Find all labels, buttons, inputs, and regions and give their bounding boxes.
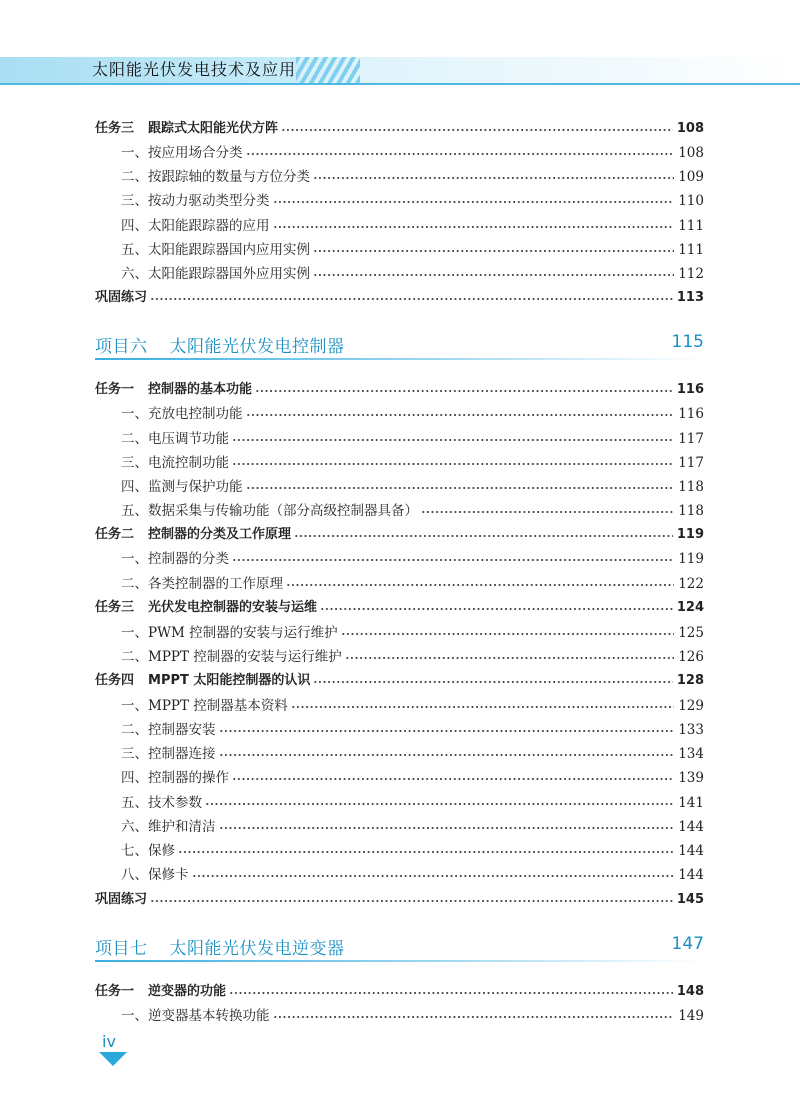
entry-title: [95, 287, 147, 309]
project-name: 太阳能光伏发电逆变器: [169, 939, 345, 959]
toc-review-entry[interactable]: [95, 287, 704, 309]
toc-task-entry[interactable]: [95, 379, 704, 401]
project-rule: [95, 960, 704, 962]
dot-leader: [178, 847, 674, 857]
toc-section-entry[interactable]: [121, 792, 704, 814]
entry-title: [121, 476, 243, 498]
toc-section-entry[interactable]: [121, 646, 704, 668]
toc-section-entry[interactable]: [121, 767, 704, 789]
entry-page: 122: [678, 576, 704, 592]
entry-text: 控制器的基本功能: [148, 382, 253, 397]
header-stripes: [296, 57, 360, 83]
entry-page: 126: [678, 649, 704, 665]
dot-leader: [150, 294, 673, 304]
entry-title: [121, 840, 175, 862]
entry-text: 四、太阳能跟踪器的应用: [121, 218, 270, 234]
entry-text: 五、数据采集与传输功能（部分高级控制器具备）: [121, 503, 418, 519]
dot-leader: [232, 435, 674, 445]
dot-leader: [255, 386, 673, 396]
entry-page: 110: [678, 193, 704, 209]
entry-title: [121, 622, 338, 644]
entry-text: 八、保修卡: [121, 867, 189, 883]
entry-page: 141: [678, 795, 704, 811]
entry-page: 117: [678, 455, 704, 471]
toc-section-entry[interactable]: [121, 500, 704, 522]
dot-leader: [421, 507, 674, 517]
entry-title: [95, 597, 317, 619]
entry-title: [121, 767, 229, 789]
dot-leader: [246, 149, 675, 159]
project-number: 项目六: [95, 337, 148, 357]
toc-section-entry[interactable]: [121, 695, 704, 717]
entry-page: 144: [678, 819, 704, 835]
toc-section-entry[interactable]: [121, 622, 704, 644]
toc-section-entry[interactable]: [121, 816, 704, 838]
dot-leader: [281, 125, 673, 135]
entry-page: 124: [676, 600, 704, 615]
entry-text: 三、电流控制功能: [121, 455, 229, 471]
entry-title: [121, 719, 216, 741]
entry-page: 134: [678, 746, 704, 762]
entry-text: 三、按动力驱动类型分类: [121, 193, 270, 209]
dot-leader: [150, 896, 673, 906]
dot-leader: [341, 629, 675, 639]
task-number: 任务一: [95, 984, 135, 999]
dot-leader: [246, 410, 675, 420]
entry-text: 一、充放电控制功能: [121, 406, 243, 422]
task-number: 任务一: [95, 382, 135, 397]
book-title: 太阳能光伏发电技术及应用: [92, 60, 297, 79]
entry-title: [95, 379, 252, 401]
project-page: 115: [671, 332, 704, 352]
entry-page: 108: [676, 121, 704, 136]
entry-page: 109: [678, 169, 704, 185]
entry-text: 五、太阳能跟踪器国内应用实例: [121, 242, 310, 258]
entry-page: 148: [676, 984, 704, 999]
dot-leader: [294, 531, 673, 541]
dot-leader: [229, 988, 673, 998]
entry-page: 111: [678, 218, 704, 234]
toc-section-entry[interactable]: [121, 142, 704, 164]
dot-leader: [286, 580, 674, 590]
dot-leader: [232, 774, 674, 784]
entry-title: [95, 524, 291, 546]
toc-task-entry[interactable]: [95, 597, 704, 619]
entry-title: [121, 816, 216, 838]
dot-leader: [313, 173, 674, 183]
toc-task-entry[interactable]: [95, 118, 704, 140]
entry-title: [95, 981, 226, 1003]
toc-section-entry[interactable]: [121, 239, 704, 261]
entry-page: 113: [676, 290, 704, 305]
dot-leader: [273, 197, 675, 207]
entry-page: 116: [676, 382, 704, 397]
entry-page: 149: [678, 1008, 704, 1024]
entry-text: 光伏发电控制器的安装与运维: [148, 600, 318, 615]
toc-section-entry[interactable]: [121, 719, 704, 741]
dot-leader: [273, 222, 675, 232]
task-number: 任务二: [95, 527, 135, 542]
entry-title: [121, 428, 229, 450]
entry-title: [121, 792, 202, 814]
dot-leader: [246, 483, 675, 493]
toc-task-entry[interactable]: [95, 670, 704, 692]
entry-text: 六、维护和清洁: [121, 819, 216, 835]
toc-section-entry[interactable]: [121, 548, 704, 570]
toc-section-entry[interactable]: [121, 864, 704, 886]
dot-leader: [232, 555, 674, 565]
page-number: iv: [102, 1032, 116, 1051]
entry-page: 119: [676, 527, 704, 542]
entry-page: 145: [676, 892, 704, 907]
project-title: [95, 934, 345, 959]
project-heading[interactable]: [95, 330, 704, 360]
toc-task-entry[interactable]: [95, 524, 704, 546]
dot-leader: [205, 799, 674, 809]
toc-review-entry[interactable]: [95, 889, 704, 911]
toc-section-entry[interactable]: [121, 263, 704, 285]
toc-section-entry[interactable]: [121, 403, 704, 425]
toc-task-entry[interactable]: [95, 981, 704, 1003]
entry-text: 控制器的分类及工作原理: [148, 527, 292, 542]
entry-text: 二、各类控制器的工作原理: [121, 576, 283, 592]
entry-page: 117: [678, 431, 704, 447]
task-number: 任务三: [95, 121, 135, 136]
entry-text: 二、电压调节功能: [121, 431, 229, 447]
entry-text: MPPT 太阳能控制器的认识: [148, 673, 311, 688]
toc-section-entry[interactable]: [121, 573, 704, 595]
project-title: [95, 332, 345, 357]
toc-section-entry[interactable]: [121, 1005, 704, 1027]
entry-text: 五、技术参数: [121, 795, 202, 811]
entry-text: 六、太阳能跟踪器国外应用实例: [121, 266, 310, 282]
entry-title: [121, 239, 310, 261]
entry-title: [121, 166, 310, 188]
dot-leader: [313, 246, 674, 256]
entry-title: [95, 670, 310, 692]
dot-leader: [219, 726, 675, 736]
entry-text: 一、按应用场合分类: [121, 145, 243, 161]
toc-section-entry[interactable]: [121, 476, 704, 498]
entry-page: 108: [678, 145, 704, 161]
toc-section-entry[interactable]: [121, 743, 704, 765]
dot-leader: [313, 270, 674, 280]
entry-text: 三、控制器连接: [121, 746, 216, 762]
entry-page: 144: [678, 867, 704, 883]
dot-leader: [345, 653, 674, 663]
entry-title: [121, 646, 342, 668]
task-number: 任务四: [95, 673, 135, 688]
entry-text: 巩固练习: [95, 290, 148, 305]
task-number: 任务三: [95, 600, 135, 615]
entry-text: 跟踪式太阳能光伏方阵: [148, 121, 279, 136]
toc-section-entry[interactable]: [121, 452, 704, 474]
entry-page: 129: [678, 698, 704, 714]
project-number: 项目七: [95, 939, 148, 959]
entry-title: [121, 864, 189, 886]
dot-leader: [313, 677, 672, 687]
entry-title: [121, 142, 243, 164]
toc-section-entry[interactable]: [121, 215, 704, 237]
entry-page: 119: [678, 551, 704, 567]
project-heading[interactable]: [95, 932, 704, 962]
entry-title: [121, 1005, 270, 1027]
toc-section-entry[interactable]: [121, 428, 704, 450]
entry-title: [121, 190, 270, 212]
entry-page: 144: [678, 843, 704, 859]
entry-text: 四、控制器的操作: [121, 770, 229, 786]
page-marker-triangle-icon: [99, 1052, 127, 1066]
entry-page: 133: [678, 722, 704, 738]
entry-title: [121, 573, 283, 595]
entry-text: 一、MPPT 控制器基本资料: [121, 698, 288, 714]
entry-page: 118: [678, 503, 704, 519]
toc-section-entry[interactable]: [121, 190, 704, 212]
entry-text: 一、逆变器基本转换功能: [121, 1008, 270, 1024]
dot-leader: [219, 750, 675, 760]
entry-text: 七、保修: [121, 843, 175, 859]
dot-leader: [192, 871, 675, 881]
entry-text: 一、PWM 控制器的安装与运行维护: [121, 625, 338, 641]
entry-text: 二、按跟踪轴的数量与方位分类: [121, 169, 310, 185]
dot-leader: [273, 1012, 675, 1022]
dot-leader: [219, 823, 675, 833]
entry-title: [121, 548, 229, 570]
project-name: 太阳能光伏发电控制器: [169, 337, 345, 357]
entry-title: [121, 215, 270, 237]
dot-leader: [232, 459, 674, 469]
project-page: 147: [671, 934, 704, 954]
entry-text: 四、监测与保护功能: [121, 479, 243, 495]
entry-title: [121, 452, 229, 474]
running-header: [0, 0, 800, 88]
entry-page: 112: [678, 266, 704, 282]
entry-title: [121, 695, 288, 717]
entry-page: 118: [678, 479, 704, 495]
entry-text: 逆变器的功能: [148, 984, 227, 999]
entry-title: [95, 118, 278, 140]
entry-text: 一、控制器的分类: [121, 551, 229, 567]
entry-text: 二、控制器安装: [121, 722, 216, 738]
entry-text: 二、MPPT 控制器的安装与运行维护: [121, 649, 342, 665]
entry-page: 116: [678, 406, 704, 422]
entry-page: 139: [678, 770, 704, 786]
entry-page: 128: [676, 673, 704, 688]
entry-page: 111: [678, 242, 704, 258]
entry-title: [121, 263, 310, 285]
entry-title: [121, 403, 243, 425]
entry-title: [121, 500, 418, 522]
header-rule: [0, 83, 800, 85]
project-rule: [95, 358, 704, 360]
entry-title: [95, 889, 147, 911]
toc-section-entry[interactable]: [121, 840, 704, 862]
entry-text: 巩固练习: [95, 892, 148, 907]
entry-title: [121, 743, 216, 765]
dot-leader: [320, 604, 673, 614]
entry-page: 125: [678, 625, 704, 641]
dot-leader: [291, 702, 674, 712]
toc-section-entry[interactable]: [121, 166, 704, 188]
